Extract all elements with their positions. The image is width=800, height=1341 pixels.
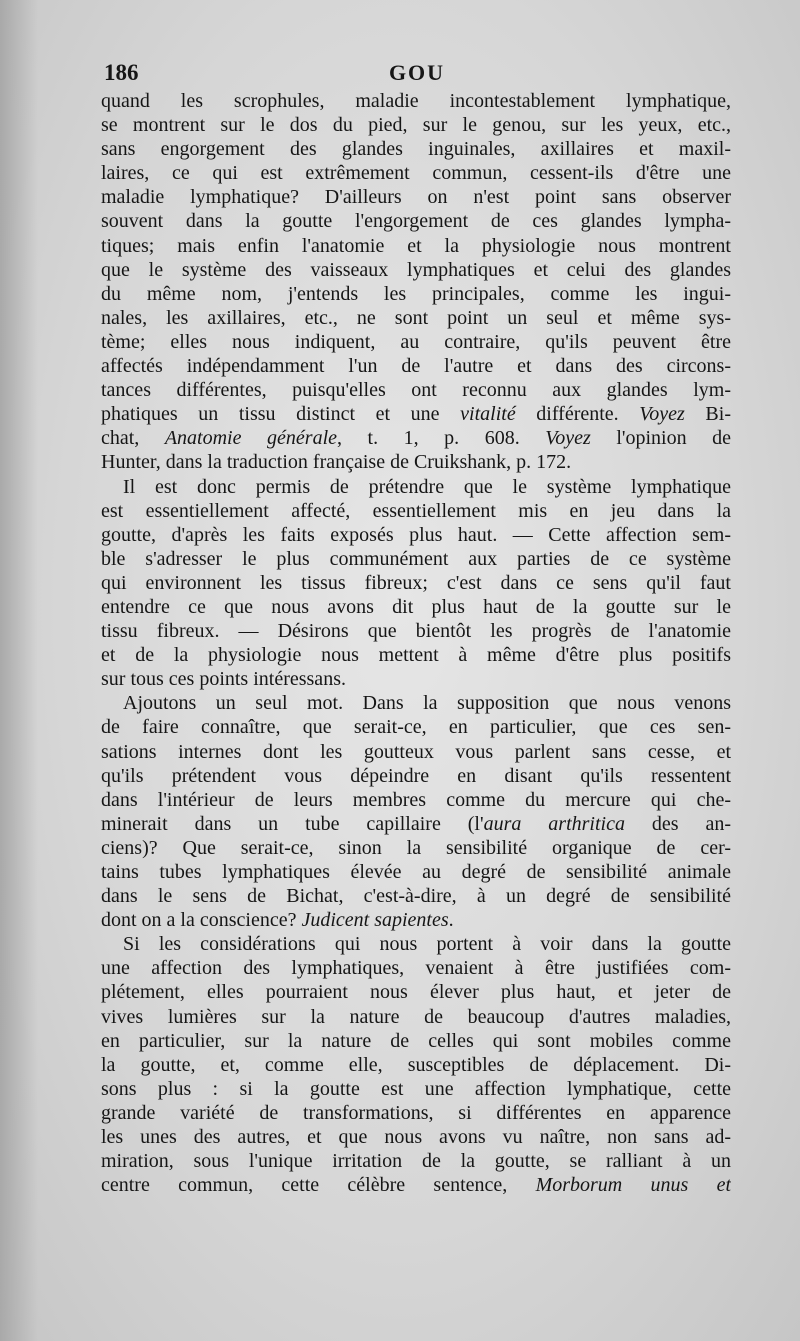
body-text xyxy=(101,89,731,1197)
text-segment: centre commun, cette célèbre sentence, xyxy=(101,1174,536,1197)
text-line: qu'ils prétendent vous dépeindre en disant qu'ils ressentent xyxy=(101,764,731,787)
text-line: Il est donc permis de prétendre que le système lymphatique xyxy=(123,475,731,498)
text-line: Hunter, dans la traduction française de Cruikshank, p. 172. xyxy=(101,451,572,474)
text-line: miration, sous l'unique irritation de la goutte, se ralliant à un xyxy=(101,1150,731,1173)
text-line xyxy=(101,402,731,426)
text-line: tances différentes, puisqu'elles ont reconnu aux glandes lym- xyxy=(101,379,731,402)
text-line xyxy=(101,426,731,450)
text-segment: phatiques un tissu distinct et une xyxy=(101,403,461,426)
text-line: que le système des vaisseaux lymphatiques et celui des glandes xyxy=(101,258,731,281)
text-line: goutte, d'après les faits exposés plus haut. — Cette affection sem- xyxy=(101,523,731,546)
italic-text: Anatomie générale xyxy=(164,427,337,450)
text-line: Si les considérations qui nous portent à voir dans la goutte xyxy=(123,933,731,956)
italic-text: Morborum unus et xyxy=(535,1174,731,1197)
text-segment: chat, xyxy=(101,427,165,450)
text-line: plétement, elles pourraient nous élever plus haut, et jeter de xyxy=(101,981,731,1004)
text-line: tissu fibreux. — Désirons que bientôt les progrès de l'anatomie xyxy=(101,620,731,643)
text-line: les unes des autres, et que nous avons vu naître, non sans ad- xyxy=(101,1126,731,1149)
page-number: 186 xyxy=(104,60,139,85)
text-line: quand les scrophules, maladie incontestablement lymphatique, xyxy=(101,90,731,112)
text-line: sations internes dont les goutteux vous parlent sans cesse, et xyxy=(101,740,731,763)
text-line: grande variété de transformations, si différentes en apparence xyxy=(101,1101,731,1124)
text-line xyxy=(101,1173,731,1197)
text-line: qui environnent les tissus fibreux; c'est dans ce sens qu'il faut xyxy=(101,571,731,594)
text-line: entendre ce que nous avons dit plus haut de la goutte sur le xyxy=(101,595,731,618)
text-line: vives lumières sur la nature de beaucoup d'autres maladies, xyxy=(101,1005,731,1028)
text-line: sans engorgement des glandes inguinales, axillaires et maxil- xyxy=(101,138,731,161)
text-segment: Bi- xyxy=(684,403,731,426)
text-segment: dont on a la conscience? xyxy=(101,909,302,932)
text-line: une affection des lymphatiques, venaient à être justifiées com- xyxy=(101,957,731,980)
text-segment: . xyxy=(448,909,454,932)
text-line: tiques; mais enfin l'anatomie et la physiologie nous montrent xyxy=(101,234,731,257)
text-line: en particulier, sur la nature de celles qui sont mobiles comme xyxy=(101,1029,731,1052)
text-line: sur tous ces points intéressans. xyxy=(101,668,346,691)
text-line xyxy=(101,908,731,932)
text-line: nales, les axillaires, etc., ne sont point un seul et même sys- xyxy=(101,306,731,329)
text-line: sons plus : si la goutte est une affection lymphatique, cette xyxy=(101,1077,731,1100)
text-segment: différente. xyxy=(515,403,640,426)
text-line: du même nom, j'entends les principales, comme les ingui- xyxy=(101,282,731,305)
italic-text: Judicent sapientes xyxy=(301,909,449,932)
page-header xyxy=(104,60,730,90)
text-segment: , t. 1, p. 608. xyxy=(337,427,546,450)
italic-text: aura arthritica xyxy=(483,812,625,835)
text-line: Ajoutons un seul mot. Dans la supposition que nous venons xyxy=(123,692,731,715)
text-line: affectés indépendamment l'un de l'autre et dans des circons- xyxy=(101,355,731,378)
text-line: de faire connaître, que serait-ce, en particulier, que ces sen- xyxy=(101,716,731,739)
text-segment: l'opinion de xyxy=(590,427,731,450)
text-line: est essentiellement affecté, essentiellement mis en jeu dans la xyxy=(101,499,731,522)
text-line: maladie lymphatique? D'ailleurs on n'est point sans observer xyxy=(101,186,731,209)
text-line: la goutte, et, comme elle, susceptibles de déplacement. Di- xyxy=(101,1053,731,1076)
text-line: dans le sens de Bichat, c'est-à-dire, à un degré de sensibilité xyxy=(101,885,731,908)
text-line: ble s'adresser le plus communément aux parties de ce système xyxy=(101,547,731,570)
text-line: laires, ce qui est extrêmement commun, cessent-ils d'être une xyxy=(101,162,731,185)
italic-text: Voyez xyxy=(545,427,591,450)
running-head: GOU xyxy=(388,60,446,85)
text-line: et de la physiologie nous mettent à même d'être plus positifs xyxy=(101,644,731,667)
text-line: dans l'intérieur de leurs membres comme du mercure qui che- xyxy=(101,788,731,811)
text-line: se montrent sur le dos du pied, sur le genou, sur les yeux, etc., xyxy=(101,114,731,137)
italic-text: vitalité xyxy=(460,403,516,426)
text-line: tains tubes lymphatiques élevée au degré de sensibilité animale xyxy=(101,861,731,883)
text-line: ciens)? Que serait-ce, sinon la sensibilité organique de cer- xyxy=(101,836,731,859)
italic-text: Voyez xyxy=(639,403,685,426)
text-segment: des an- xyxy=(624,812,731,835)
text-line: tème; elles nous indiquent, au contraire, qu'ils peuvent être xyxy=(101,330,731,353)
text-line: souvent dans la goutte l'engorgement de ces glandes lympha- xyxy=(101,210,731,233)
text-line xyxy=(101,812,731,836)
text-segment: minerait dans un tube capillaire (l' xyxy=(101,812,484,835)
